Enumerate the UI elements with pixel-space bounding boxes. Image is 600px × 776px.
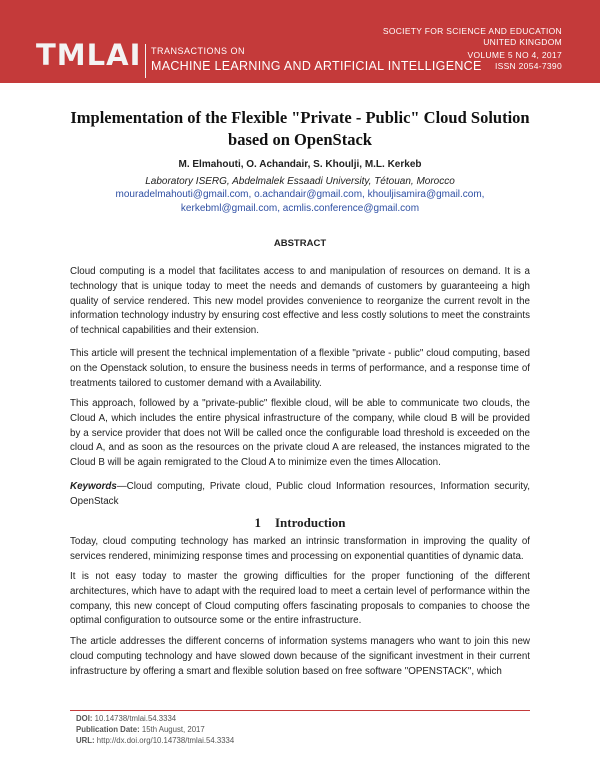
intro-paragraph-1: Today, cloud computing technology has marked an intrinsic transformation in improving the quality of services rendered, minimizing response times and processing on exponential quantities of dynamic data. — [70, 536, 530, 562]
section-heading-introduction — [70, 515, 530, 531]
intro-paragraph-3: The article addresses the different concerns of information systems managers who want to join this new cloud computing technology and have slowed down because of the significant investment in their current infrastructure by offering a smart and flexible solution based on free software "OPENSTACK", which — [70, 636, 530, 677]
journal-logo: TMLAI — [36, 38, 142, 72]
transactions-on-label: TRANSACTIONS ON — [151, 46, 246, 56]
authors: M. Elmahouti, O. Achandair, S. Khoulji, M.L. Kerkeb — [178, 159, 422, 170]
journal-name: MACHINE LEARNING AND ARTIFICIAL INTELLIGENCE — [151, 59, 482, 73]
keywords — [70, 480, 530, 510]
title-line-2: based on OpenStack — [228, 130, 372, 149]
intro-paragraph-2: It is not easy today to master the growing difficulties for the proper functioning of the different architectures, which have to adapt with the required load to meet a certain level of performance within the company, this new concept of Cloud computing offers fascinating proposals to companies to choose the optimal configuration to outsource some or the entire infrastructure. — [70, 571, 530, 627]
publication-date-line — [76, 724, 234, 735]
emails-line-1[interactable]: mouradelmahouti@gmail.com, o.achandair@gmail.com, khouljisamira@gmail.com, — [115, 189, 485, 200]
abstract-paragraph-1: Cloud computing is a model that facilitates access to and manipulation of resources on demand. It is a technology that is unique today to meet the needs and demands of customers by guaranteeing a high quality of service rendered. This new model provides convenience to reorganize the current revolt in the information technology industry by ensuring cost effective and less costly solutions to meet the constraints of technical capabilities and their extension. — [70, 266, 530, 337]
society-name — [383, 26, 562, 48]
abstract-heading: ABSTRACT — [273, 238, 327, 249]
author-emails — [60, 188, 540, 216]
url-label: URL: — [76, 736, 95, 745]
keywords-label: Keywords — [70, 481, 117, 492]
url-link[interactable]: http://dx.doi.org/10.14738/tmlai.54.3334 — [96, 736, 235, 745]
volume-label: VOLUME 5 NO 4, 2017 — [467, 50, 562, 60]
keywords-text: —Cloud computing, Private cloud, Public cloud Information resources, Information security, OpenStack — [70, 481, 530, 507]
section-title: Introduction — [274, 515, 346, 530]
doi-line — [76, 713, 234, 724]
issn-label: ISSN 2054-7390 — [494, 61, 562, 71]
logo-divider — [145, 44, 146, 78]
paper-title — [60, 107, 540, 151]
society-line-2: UNITED KINGDOM — [483, 37, 562, 47]
publication-date-label: Publication Date: — [76, 725, 140, 734]
section-number: 1 — [254, 515, 261, 530]
affiliation: Laboratory ISERG, Abdelmalek Essaadi University, Tétouan, Morocco — [145, 176, 455, 187]
title-line-1: Implementation of the Flexible "Private - Public" Cloud Solution — [70, 108, 530, 127]
article-footer — [76, 713, 234, 746]
doi-value: 10.14738/tmlai.54.3334 — [94, 714, 177, 723]
footer-divider — [70, 710, 530, 711]
abstract-paragraph-2: This article will present the technical implementation of a flexible "private - public" cloud computing, based on the Openstack solution, to ensure the business needs in terms of performance, and a response time of treatments tailored to customer demand with a Availability. — [70, 348, 530, 389]
doi-label: DOI: — [76, 714, 93, 723]
emails-line-2[interactable]: kerkebml@gmail.com, acmlis.conference@gmail.com — [180, 203, 420, 214]
volume-info — [467, 50, 562, 72]
publication-date-value: 15th August, 2017 — [141, 725, 205, 734]
society-line-1: SOCIETY FOR SCIENCE AND EDUCATION — [382, 26, 562, 36]
journal-header — [0, 0, 600, 83]
url-line — [76, 735, 234, 746]
abstract-paragraph-3: This approach, followed by a "private-public" flexible cloud, will be able to communicate two clouds, the Cloud A, which includes the entire physical infrastructure of the company, while cloud B will be provided by a service provider that does not Will be called once the configurable load threshold is exceeded on the cloud A, and as soon as the resources on the private cloud A are released, the instances migrated to the Cloud B will be again remigrated to the Cloud A to minimize even the times Allocation. — [70, 398, 530, 469]
